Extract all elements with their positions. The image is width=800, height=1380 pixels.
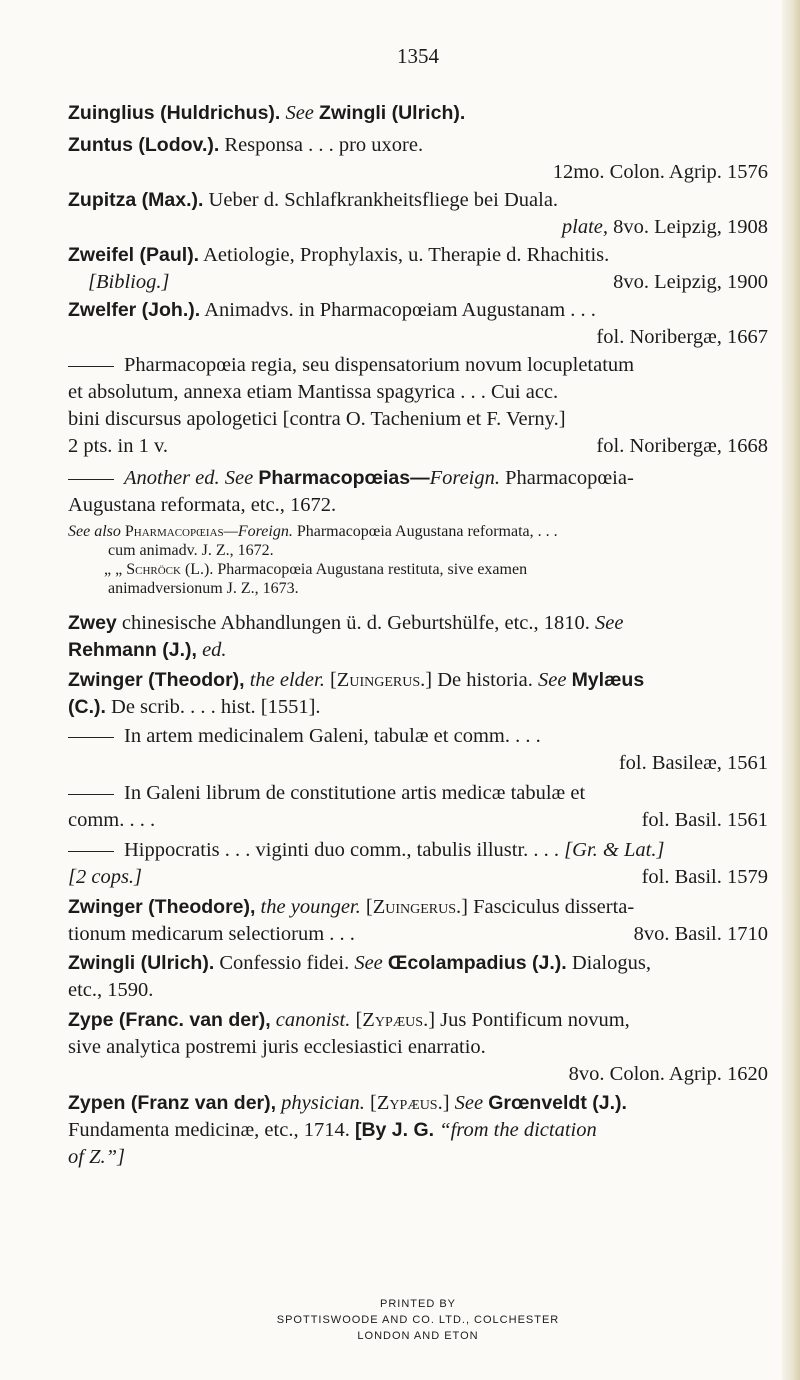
imprint: fol. Basil. 1561 <box>641 809 768 831</box>
entry-zweifel <box>68 242 768 296</box>
ditto-marks: „ „ <box>104 561 123 578</box>
role: physician. <box>281 1092 365 1114</box>
title-line-4: 2 pts. in 1 v. <box>68 435 169 457</box>
entry-in-artem <box>68 723 768 777</box>
foreign-label: —Foreign. <box>223 523 293 540</box>
title: Ueber d. Schlafkrankheitsfliege bei Duala. <box>208 189 559 211</box>
title: Confessio fidei. <box>219 952 350 974</box>
title-line-2: cum animadv. J. Z., 1672. <box>108 542 274 559</box>
see-label: See <box>595 612 624 634</box>
cross-reference-cont: (C.). <box>68 696 106 718</box>
title-line-2: Augustana reformata, etc., 1672. <box>68 494 337 516</box>
title-line-2: sive analytica postremi juris ecclesiastici enarratio. <box>68 1036 486 1058</box>
cross-reference: Grœnveldt (J.). <box>488 1092 627 1114</box>
cross-reference: Pharmacopœias <box>124 523 224 540</box>
see-also-label: See also <box>68 523 121 540</box>
heading: Zweifel (Paul). <box>68 244 200 266</box>
see-also-block <box>68 522 768 598</box>
imprint: fol. Basil. 1579 <box>641 866 768 888</box>
title: In Galeni librum de constitutione artis medicæ tabulæ et <box>124 782 586 804</box>
ditto-dash <box>68 479 114 480</box>
heading: Zype (Franc. van der), <box>68 1009 271 1031</box>
heading: Zuinglius (Huldrichus). <box>68 102 281 124</box>
title-line-4: animadversionum J. Z., 1673. <box>108 580 299 597</box>
title-line-2: tionum medicarum selectiorum . . . <box>68 923 355 945</box>
imprint: 8vo. Leipzig, 1908 <box>613 216 768 238</box>
copies-note: [2 cops.] <box>68 866 143 888</box>
page-number: 1354 <box>397 44 439 68</box>
entry-in-galeni <box>68 780 768 834</box>
heading: Zypen (Franz van der), <box>68 1092 277 1114</box>
dictation-note-end: of Z.”] <box>68 1146 125 1168</box>
ditto-dash <box>68 366 114 367</box>
cross-reference: Mylæus <box>571 669 645 691</box>
entry-zupitza <box>68 187 768 241</box>
entry-hippocratis <box>68 837 768 891</box>
page-edge <box>782 0 800 1380</box>
bibliog-tag: [Bibliog.] <box>88 271 170 293</box>
heading: Zwinger (Theodor), <box>68 669 245 691</box>
heading: Zwelfer (Joh.). <box>68 299 201 321</box>
entry-another-ed <box>68 465 768 519</box>
entry-zype <box>68 1007 768 1088</box>
printer-colophon <box>68 1296 768 1344</box>
entry-zwinger-younger <box>68 894 768 948</box>
entry-zwey <box>68 610 768 664</box>
imprint: fol. Basileæ, 1561 <box>618 752 768 774</box>
cross-reference: Schröck <box>126 561 181 578</box>
attribution: [By J. G. <box>354 1119 435 1141</box>
title: Pharmacopœia Augustana reformata, . . . <box>296 523 558 540</box>
entry-zypen <box>68 1090 768 1171</box>
imprint: 8vo. Basil. 1710 <box>633 923 768 945</box>
ditto-dash <box>68 851 114 852</box>
title: In artem medicinalem Galeni, tabulæ et comm. . . . <box>124 725 541 747</box>
latin-name: [Zypæus.] <box>355 1009 436 1031</box>
latin-name: [Zuingerus.] <box>365 896 468 918</box>
cross-reference: Zwingli (Ulrich). <box>319 102 466 124</box>
imprint: 12mo. Colon. Agrip. 1576 <box>552 161 768 183</box>
title-line-2: Fundamenta medicinæ, etc., 1714. <box>68 1119 350 1141</box>
title: Pharmacopœia- <box>505 467 634 489</box>
role: the elder. <box>249 669 325 691</box>
foreign-label: Foreign. <box>429 467 500 489</box>
title-line-2: De scrib. . . . hist. [1551]. <box>111 696 321 718</box>
colophon-line-1: PRINTED BY <box>379 1298 456 1310</box>
ed-label: ed. <box>202 639 227 661</box>
see-label: See <box>454 1092 484 1114</box>
role: canonist. <box>275 1009 351 1031</box>
cross-reference: Œcolampadius (J.). <box>387 952 567 974</box>
cross-reference: Pharmacopœias— <box>258 467 430 489</box>
imprint: 8vo. Colon. Agrip. 1620 <box>568 1063 768 1085</box>
ditto-dash <box>68 737 114 738</box>
entry-pharmacopoeia-regia <box>68 352 768 460</box>
title-line-1: Pharmacopœia regia, seu dispensatorium novum locupletatum <box>124 354 635 376</box>
entry-zuinglius <box>68 100 768 127</box>
ditto-dash <box>68 794 114 795</box>
imprint: 8vo. Leipzig, 1900 <box>613 271 768 293</box>
title-2: Dialogus, <box>571 952 651 974</box>
title: Hippocratis . . . viginti duo comm., tabulis illustr. . . . <box>124 839 560 861</box>
imprint: fol. Noribergæ, 1667 <box>596 326 768 348</box>
title-line-2: comm. . . . <box>68 809 156 831</box>
title: Fasciculus disserta- <box>473 896 635 918</box>
heading: Zupitza (Max.). <box>68 189 204 211</box>
imprint: fol. Noribergæ, 1668 <box>596 435 768 457</box>
heading: Zwey <box>68 612 117 634</box>
title-line-3: bini discursus apologetici [contra O. Tachenium et F. Verny.] <box>68 408 566 430</box>
entry-zwinger-elder <box>68 667 768 721</box>
entry-zwingli <box>68 950 768 1004</box>
cross-reference: Rehmann (J.), <box>68 639 197 661</box>
language-note: [Gr. & Lat.] <box>564 839 665 861</box>
title: Responsa . . . pro uxore. <box>224 134 424 156</box>
heading: Zuntus (Lodov.). <box>68 134 220 156</box>
dictation-note: “from the dictation <box>439 1119 597 1141</box>
title: De historia. <box>437 669 533 691</box>
colophon-line-3: LONDON AND ETON <box>357 1330 479 1342</box>
title-line-2: et absolutum, annexa etiam Mantissa spagyrica . . . Cui acc. <box>68 381 559 403</box>
heading: Zwingli (Ulrich). <box>68 952 215 974</box>
see-label: See <box>354 952 383 974</box>
see-label: See <box>285 102 314 124</box>
heading: Zwinger (Theodore), <box>68 896 256 918</box>
title: Aetiologie, Prophylaxis, u. Therapie d. Rhachitis. <box>203 244 610 266</box>
latin-name: [Zypæus.] <box>370 1092 450 1114</box>
title: chinesische Abhandlungen ü. d. Geburtshülfe, etc., 1810. <box>121 612 590 634</box>
see-label: See <box>537 669 567 691</box>
role: the younger. <box>260 896 361 918</box>
plate-note: plate, <box>561 216 608 238</box>
title: Jus Pontificum novum, <box>440 1009 630 1031</box>
latin-name: [Zuingerus.] <box>329 669 433 691</box>
another-ed: Another ed. <box>124 467 220 489</box>
title: Animadvs. in Pharmacopœiam Augustanam . . . <box>204 299 596 321</box>
colophon-line-2: SPOTTISWOODE AND CO. LTD., COLCHESTER <box>276 1314 560 1326</box>
title: (L.). Pharmacopœia Augustana restituta, sive examen <box>184 561 528 578</box>
entry-zwelfer <box>68 297 768 351</box>
entry-zuntus <box>68 132 768 186</box>
title-line-2: etc., 1590. <box>68 979 154 1001</box>
see-label: See <box>224 467 254 489</box>
